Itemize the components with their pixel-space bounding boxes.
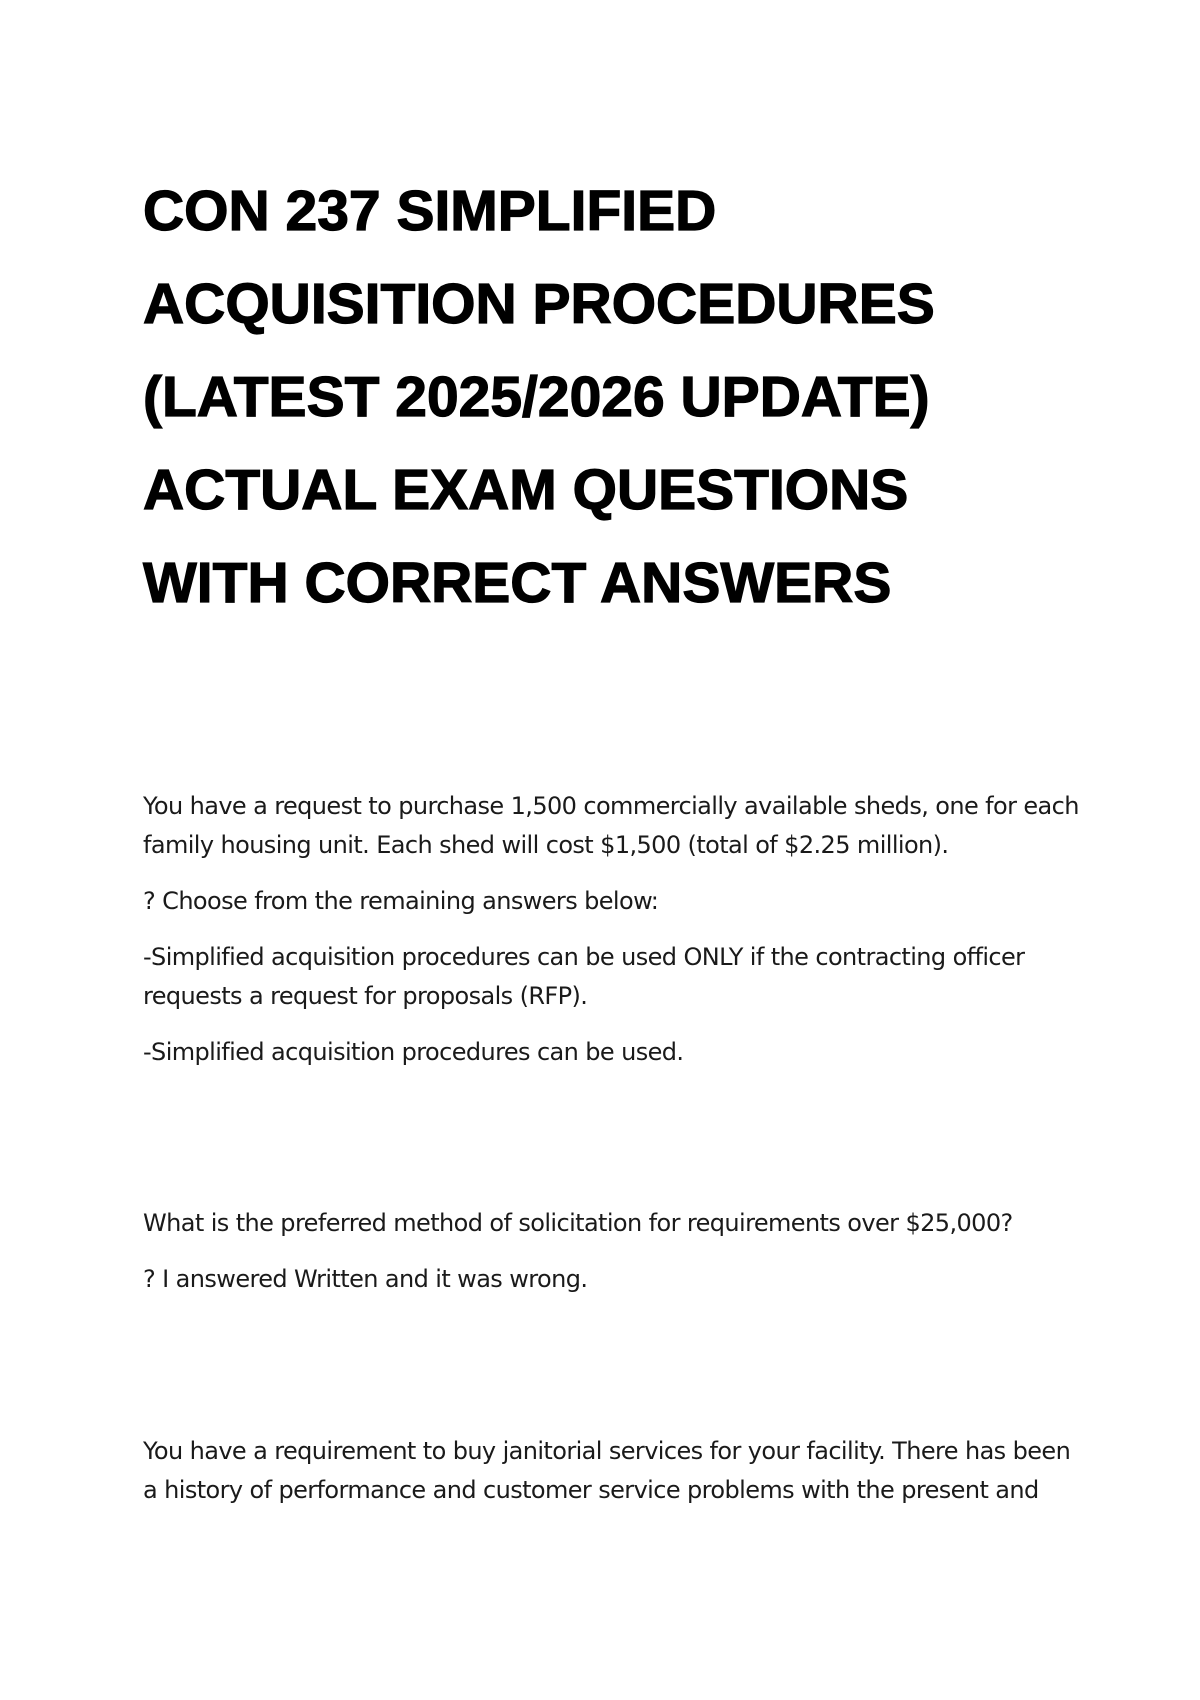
- answer-prompt: ? Choose from the remaining answers below:: [143, 887, 659, 915]
- title-line: (LATEST 2025/2026 UPDATE): [143, 365, 930, 429]
- title-line: WITH CORRECT ANSWERS: [143, 551, 892, 615]
- answer-option: -Simplified acquisition procedures can be used.: [143, 1038, 684, 1066]
- question-text: You have a requirement to buy janitorial services for your facility. There has been a history of performance and customer service problems with the present and: [143, 1437, 1071, 1504]
- question-block-3: [143, 1432, 1083, 1510]
- title-line: ACTUAL EXAM QUESTIONS: [143, 458, 909, 522]
- question-text: You have a request to purchase 1,500 commercially available sheds, one for each family housing unit. Each shed will cost $1,500 (total of $2.25 million).: [143, 792, 1079, 859]
- title-line: ACQUISITION PROCEDURES: [143, 272, 935, 336]
- question-text: What is the preferred method of solicitation for requirements over $25,000?: [143, 1209, 1013, 1237]
- answer-note: ? I answered Written and it was wrong.: [143, 1265, 588, 1293]
- question-block-2: [143, 1204, 1083, 1299]
- title-line: CON 237 SIMPLIFIED: [143, 179, 717, 243]
- question-block-1: [143, 787, 1083, 1072]
- document-title: [143, 165, 1123, 630]
- answer-option: -Simplified acquisition procedures can be used ONLY if the contracting officer requests a request for proposals (RFP).: [143, 943, 1025, 1010]
